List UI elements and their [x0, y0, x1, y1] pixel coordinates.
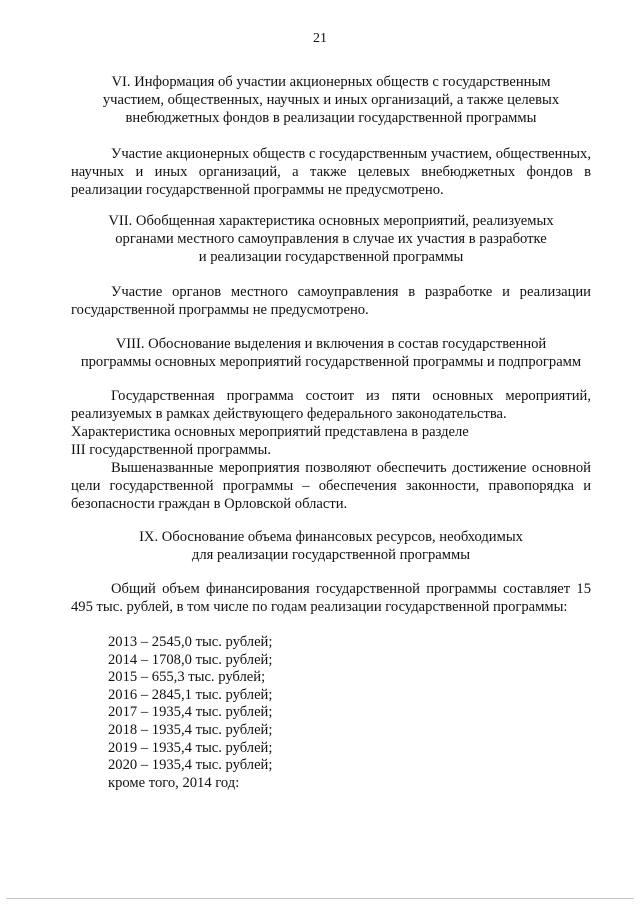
section-7-heading — [71, 212, 591, 266]
heading-line: участием, общественных, научных и иных организаций, а также целевых — [102, 92, 560, 108]
list-item: 2019 – 1935,4 тыс. рублей; — [108, 739, 273, 756]
list-item: 2013 – 2545,0 тыс. рублей; — [108, 634, 273, 650]
section-8-paragraph: Вышеназванные мероприятия позволяют обеспечить достижение основной цели государственной программы – обеспечения законности, правопорядка и безопасности граждан в Орловской области. — [71, 460, 591, 512]
section-6-paragraph: Участие акционерных обществ с государственным участием, общественных, научных и иных организаций, а также целевых внебюджетных фондов в реализации государственной программы не предусмотрено. — [71, 146, 591, 198]
section-8-paragraph: Государственная программа состоит из пяти основных мероприятий, реализуемых в рамках действующего федерального законодательства. — [71, 388, 591, 422]
list-item: 2020 – 1935,4 тыс. рублей; — [108, 757, 273, 774]
heading-line: и реализации государственной программы — [198, 249, 464, 265]
heading-line: VIII. Обоснование выделения и включения в состав государственной — [115, 336, 547, 352]
section-8-heading — [71, 335, 591, 371]
section-6-heading — [71, 73, 591, 127]
section-8-paragraph: III государственной программы. — [71, 442, 271, 458]
list-item: 2016 – 2845,1 тыс. рублей; — [108, 686, 273, 703]
heading-line: внебюджетных фондов в реализации государственной программы — [125, 110, 537, 126]
section-8-body — [71, 387, 591, 513]
heading-line: для реализации государственной программы — [191, 547, 471, 563]
list-item: 2018 – 1935,4 тыс. рублей; — [108, 721, 273, 738]
funding-by-year-list — [71, 634, 588, 792]
trailing-line: кроме того, 2014 год: — [108, 774, 240, 791]
section-8-paragraph: Характеристика основных мероприятий представлена в разделе — [71, 424, 469, 440]
heading-line: VI. Информация об участии акционерных обществ с государственным — [111, 74, 551, 90]
page-number: 21 — [313, 31, 327, 46]
section-9-paragraph: Общий объем финансирования государственной программы составляет 15 495 тыс. рублей, в том числе по годам реализации государственной программы: — [71, 581, 591, 615]
section-7-paragraph: Участие органов местного самоуправления в разработке и реализации государственной программы не предусмотрено. — [71, 284, 591, 318]
heading-line: IX. Обоснование объема финансовых ресурсов, необходимых — [139, 529, 523, 545]
list-item: 2015 – 655,3 тыс. рублей; — [108, 669, 266, 686]
heading-line: программы основных мероприятий государственной программы и подпрограмм — [80, 354, 582, 370]
heading-line: VII. Обобщенная характеристика основных мероприятий, реализуемых — [108, 213, 554, 229]
scan-edge-line — [6, 898, 634, 899]
heading-line: органами местного самоуправления в случае их участия в разработке — [115, 231, 547, 247]
list-item: 2017 – 1935,4 тыс. рублей; — [108, 704, 273, 721]
section-9-heading — [71, 528, 591, 564]
list-item: 2014 – 1708,0 тыс. рублей; — [108, 651, 273, 668]
